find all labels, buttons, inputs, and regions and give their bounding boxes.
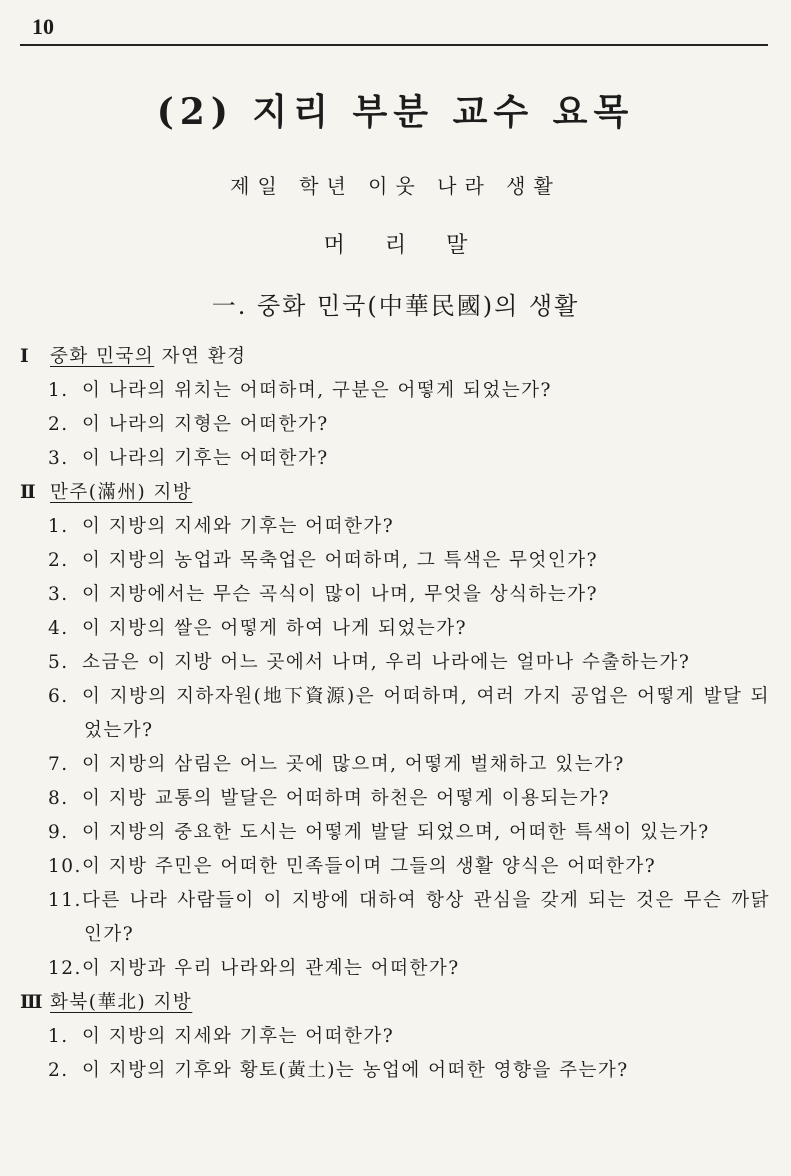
item-text: 소금은 이 지방 어느 곳에서 나며, 우리 나라에는 얼마나 수출하는가? [82, 652, 691, 673]
list-item [20, 442, 770, 476]
item-number: 12. [48, 958, 82, 979]
list-item [20, 1054, 770, 1088]
item-text: 이 지방과 우리 나라와의 관계는 어떠한가? [82, 958, 460, 979]
item-text: 이 지방 교통의 발달은 어떠하며 하천은 어떻게 이용되는가? [82, 788, 610, 809]
item-number: 1. [48, 380, 69, 401]
item-number: 1. [48, 1026, 69, 1047]
item-text: 이 지방에서는 무슨 곡식이 많이 나며, 무엇을 상식하는가? [82, 584, 598, 605]
section-heading-underlined: 중화 민국의 [50, 346, 155, 367]
list-item [20, 578, 770, 612]
item-text: 이 지방의 지하자원(地下資源)은 어떠하며, 여러 가지 공업은 어떻게 발달 되었는가? [82, 686, 770, 741]
section-numeral: Ⅲ [20, 992, 45, 1013]
item-text: 이 지방 주민은 어떠한 민족들이며 그들의 생활 양식은 어떠한가? [82, 856, 657, 877]
item-text: 이 나라의 지형은 어떠한가? [82, 414, 329, 435]
section-heading [20, 340, 770, 374]
item-text: 이 지방의 농업과 목축업은 어떠하며, 그 특색은 무엇인가? [82, 550, 598, 571]
section-heading-underlined: 만주(滿州) 지방 [50, 482, 193, 503]
item-number: 10. [48, 856, 82, 877]
list-item [20, 374, 770, 408]
item-number: 4. [48, 618, 69, 639]
section-numeral: Ⅰ [20, 346, 31, 367]
item-number: 9. [48, 822, 69, 843]
item-number: 11. [48, 890, 82, 911]
section-heading-rest: 자연 환경 [154, 346, 247, 367]
list-item [20, 850, 770, 884]
list-item [20, 408, 770, 442]
item-number: 8. [48, 788, 69, 809]
list-item [20, 884, 770, 952]
item-number: 1. [48, 516, 69, 537]
section-numeral: Ⅱ [20, 482, 38, 503]
item-text: 이 지방의 중요한 도시는 어떻게 발달 되었으며, 어떠한 특색이 있는가? [82, 822, 710, 843]
outline-content [20, 340, 770, 1088]
item-text: 이 지방의 쌀은 어떻게 하여 나게 되었는가? [82, 618, 468, 639]
page-number: 10 [32, 14, 54, 39]
header-rule [20, 44, 768, 46]
section-title: (2) 지리 부분 교수 요목 [156, 91, 635, 133]
section-heading [20, 986, 770, 1020]
preface-heading: 머리말 [323, 233, 508, 258]
list-item [20, 646, 770, 680]
item-number: 7. [48, 754, 69, 775]
item-text: 이 나라의 위치는 어떠하며, 구분은 어떻게 되었는가? [82, 380, 552, 401]
item-number: 6. [48, 686, 69, 707]
section-heading [20, 476, 770, 510]
list-item [20, 782, 770, 816]
grade-subtitle: 제일 학년 이웃 나라 생활 [230, 174, 561, 198]
item-number: 2. [48, 550, 69, 571]
section-heading-underlined: 화북(華北) 지방 [50, 992, 193, 1013]
list-item [20, 952, 770, 986]
item-text: 다른 나라 사람들이 이 지방에 대하여 항상 관심을 갖게 되는 것은 무슨 까닭인가? [82, 890, 770, 945]
item-text: 이 지방의 지세와 기후는 어떠한가? [82, 1026, 395, 1047]
item-text: 이 지방의 기후와 황토(黃土)는 농업에 어떠한 영향을 주는가? [82, 1060, 629, 1081]
list-item [20, 816, 770, 850]
list-item [20, 680, 770, 748]
item-number: 5. [48, 652, 69, 673]
list-item [20, 510, 770, 544]
item-number: 3. [48, 448, 69, 469]
item-number: 3. [48, 584, 69, 605]
list-item [20, 544, 770, 578]
list-item [20, 612, 770, 646]
list-item [20, 1020, 770, 1054]
item-text: 이 지방의 삼림은 어느 곳에 많으며, 어떻게 벌채하고 있는가? [82, 754, 625, 775]
item-number: 2. [48, 414, 69, 435]
item-number: 2. [48, 1060, 69, 1081]
item-text: 이 지방의 지세와 기후는 어떠한가? [82, 516, 395, 537]
list-item [20, 748, 770, 782]
chapter-heading: 一. 중화 민국(中華民國)의 생활 [211, 292, 580, 320]
item-text: 이 나라의 기후는 어떠한가? [82, 448, 329, 469]
